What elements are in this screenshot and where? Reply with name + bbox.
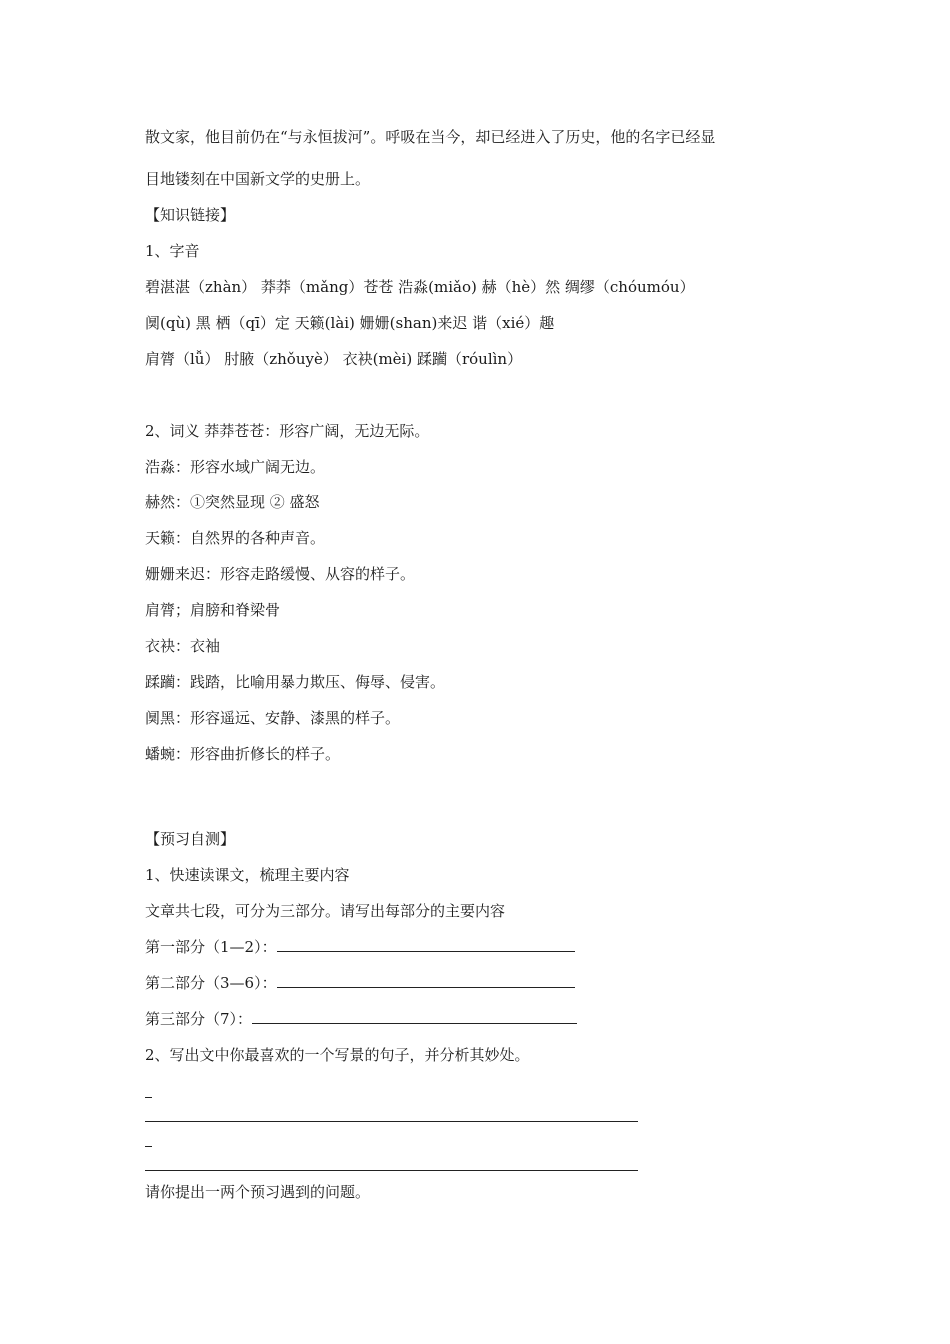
question-3: 请你提出一两个预习遇到的问题。: [145, 1183, 371, 1201]
intro-line-2: 目地镂刻在中国新文学的史册上。: [145, 170, 371, 188]
preview-heading: 【预习自测】: [145, 830, 236, 848]
pronunciation-line-1: 碧湛湛（zhàn） 莽莽（mǎng）苍苍 浩淼(miǎo) 赫（hè）然 绸缪（chóumóu）: [145, 278, 695, 296]
part-3-label: 第三部分（7）：: [145, 1010, 253, 1028]
meaning-item: 肩膂；肩膀和脊梁骨: [145, 601, 281, 619]
answer-line-1[interactable]: [145, 1121, 638, 1122]
meaning-item: 姗姗来迟：形容走路缓慢、从容的样子。: [145, 565, 416, 583]
question-2: 2、写出文中你最喜欢的一个写景的句子，并分析其妙处。: [145, 1046, 530, 1064]
meaning-item: 赫然：①突然显现 ② 盛怒: [145, 493, 320, 511]
part-3-row: [145, 1009, 577, 1029]
part-2-answer-blank[interactable]: [277, 973, 575, 988]
part-1-answer-blank[interactable]: [277, 937, 575, 952]
part-2-row: [145, 973, 575, 993]
meaning-item: 天籁：自然界的各种声音。: [145, 529, 326, 547]
part-3-answer-blank[interactable]: [252, 1009, 577, 1024]
meaning-title: 2、词义 莽莽苍苍：形容广阔，无边无际。: [145, 422, 430, 440]
meaning-item: 浩淼：形容水域广阔无边。: [145, 458, 326, 476]
part-2-label: 第二部分（3—6）：: [145, 974, 277, 992]
pronunciation-line-2: 阒(qù) 黑 栖（qī）定 天籁(lài) 姗姗(shan)来迟 谐（xié）趣: [145, 314, 555, 332]
question-1: 1、快速读课文，梳理主要内容: [145, 866, 350, 884]
knowledge-heading: 【知识链接】: [145, 206, 236, 224]
answer-dash-mark: [145, 1097, 152, 1098]
meaning-item: 蹂躏：践踏，比喻用暴力欺压、侮辱、侵害。: [145, 673, 446, 691]
meaning-item: 衣袂：衣袖: [145, 637, 221, 655]
intro-line-1: 散文家，他目前仍在“与永恒拔河”。呼吸在当今，却已经进入了历史，他的名字已经显: [145, 128, 716, 146]
part-1-label: 第一部分（1—2）：: [145, 938, 277, 956]
pronunciation-title: 1、字音: [145, 242, 200, 260]
answer-dash-mark: [145, 1146, 152, 1147]
answer-line-2[interactable]: [145, 1170, 638, 1171]
meaning-item: 蟠蜿：形容曲折修长的样子。: [145, 745, 341, 763]
question-1-description: 文章共七段，可分为三部分。请写出每部分的主要内容: [145, 902, 506, 920]
part-1-row: [145, 937, 575, 957]
meaning-item: 阒黑：形容遥远、安静、漆黑的样子。: [145, 709, 401, 727]
pronunciation-line-3: 肩膂（lǚ） 肘腋（zhǒuyè） 衣袂(mèi) 蹂躏（róulìn）: [145, 350, 523, 368]
